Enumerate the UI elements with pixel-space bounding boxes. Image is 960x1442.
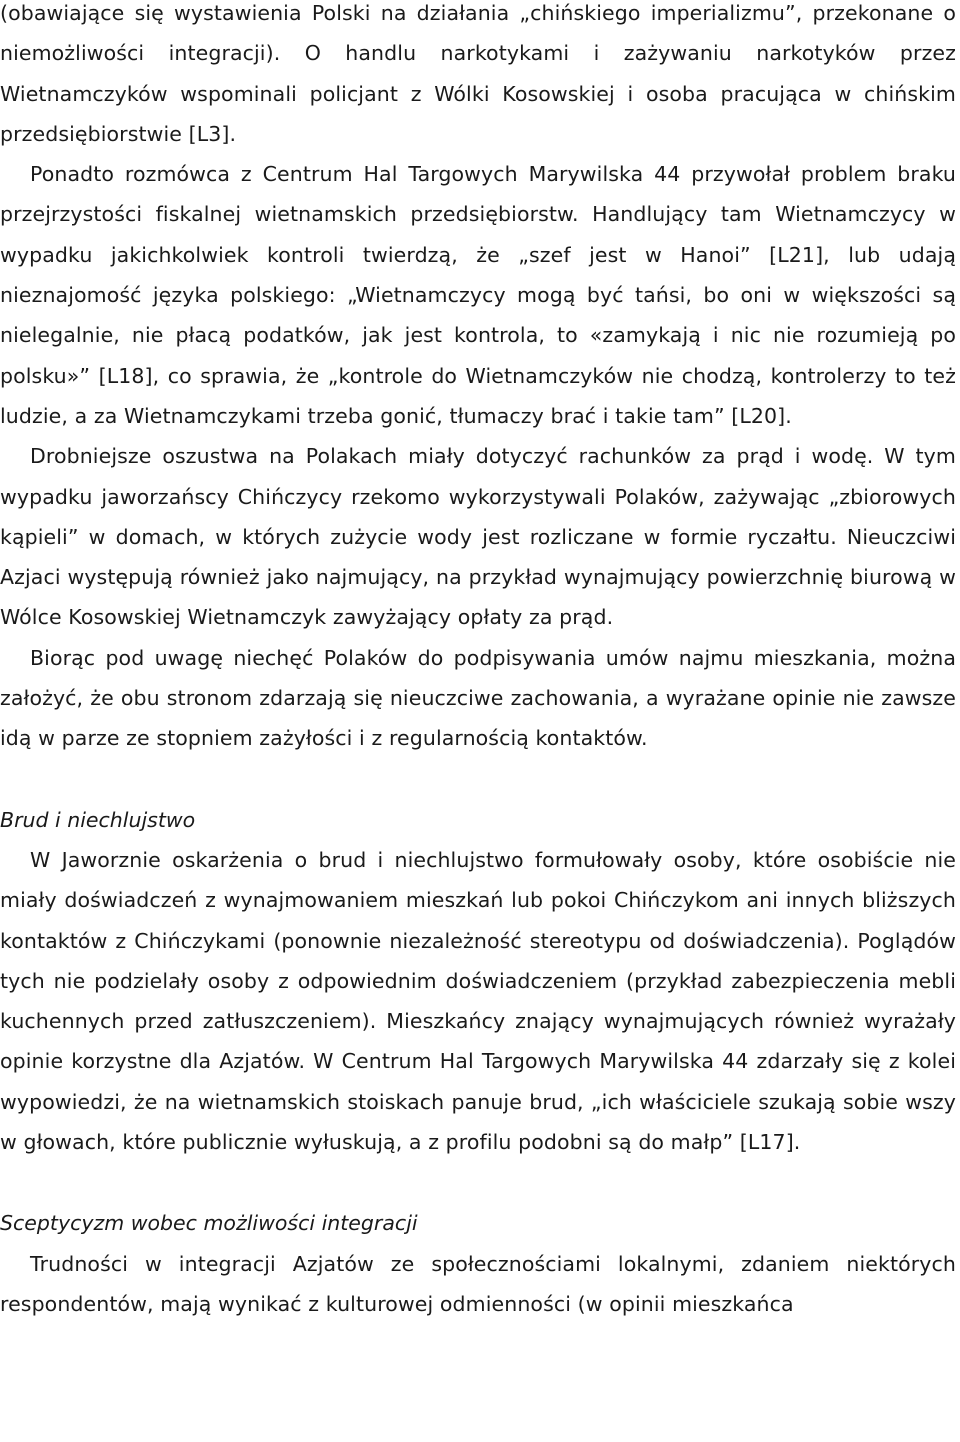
section-gap [0,759,956,800]
paragraph-dirt: W Jaworznie oskarżenia o brud i niechlujstwo formułowały osoby, które osobiście nie miały doświadczeń z wynajmowaniem mieszkań lub pokoi Chińczykom ani innych bliższych kontaktów z Chińczykami (ponownie niezależność stereotypu od doświadczenia). Poglądów tych nie podzielały osoby z odpowiednim doświadczeniem (przykład zabezpieczenia mebli kuchennych przed zatłuszczeniem). Mieszkańcy znający wynajmujących również wyrażały opinie korzystne dla Azjatów. W Centrum Hal Targowych Marywilska 44 zdarzały się z kolei wypowiedzi, że na wietnamskich stoiskach panuje brud, „ich właściciele szukają sobie wszy w głowach, które publicznie wyłuskują, a z profilu podobni są do małp” [L17]. [0,847,956,1155]
section-heading-dirt: Brud i niechlujstwo [0,807,196,832]
paragraph-minor-frauds: Drobniejsze oszustwa na Polakach miały dotyczyć rachunków za prąd i wodę. W tym wypadku jaworzańscy Chińczycy rzekomo wykorzystywali Polaków, zażywając „zbiorowych kąpieli” w domach, w których zużycie wody jest rozliczane w formie ryczałtu. Nieuczciwi Azjaci występują również jako najmujący, na przykład wynajmujący powierzchnię biurową w Wólce Kosowskiej Wietnamczyk zawyżający opłaty za prąd. [0,444,956,630]
paragraph-integration: Trudności w integracji Azjatów ze społecznościami lokalnymi, zdaniem niektórych respondentów, mają wynikać z kulturowej odmienności (w opinii mieszkańca [0,1251,956,1316]
section-gap [0,1162,956,1203]
section-heading-integration: Sceptycyzm wobec możliwości integracji [0,1211,418,1236]
paragraph-fiscal-transparency: Ponadto rozmówca z Centrum Hal Targowych Marywilska 44 przywołał problem braku przejrzystości fiskalnej wietnamskich przedsiębiorstw. Handlujący tam Wietnamczycy w wypadku jakichkolwiek kontroli twierdzą, że „szef jest w Hanoi” [L21], lub udają nieznajomość języka polskiego: „Wietnamczycy mogą być tańsi, bo oni w większości są nielegalnie, nie płacą podatków, jak jest kontrola, to «zamykają i nic nie rozumieją po polsku»” [L18], co sprawia, że „kontrole do Wietnamczyków nie chodzą, kontrolerzy to też ludzie, a za Wietnamczykami trzeba gonić, tłumaczy brać i takie tam” [L20]. [0,162,956,428]
paragraph-rental-contracts: Biorąc pod uwagę niechęć Polaków do podpisywania umów najmu mieszkania, można założyć, że obu stronom zdarzają się nieuczciwe zachowania, a wyrażane opinie nie zawsze idą w parze ze stopniem zażyłości i z regularnością kontaktów. [0,645,956,751]
paragraph-continuation: (obawiające się wystawienia Polski na działania „chińskiego imperializmu”, przekonane o niemożliwości integracji). O handlu narkotykami i zażywaniu narkotyków przez Wietnamczyków wspominali policjant z Wólki Kosowskiej i osoba pracująca w chińskim przedsiębiorstwie [L3]. [0,1,956,146]
